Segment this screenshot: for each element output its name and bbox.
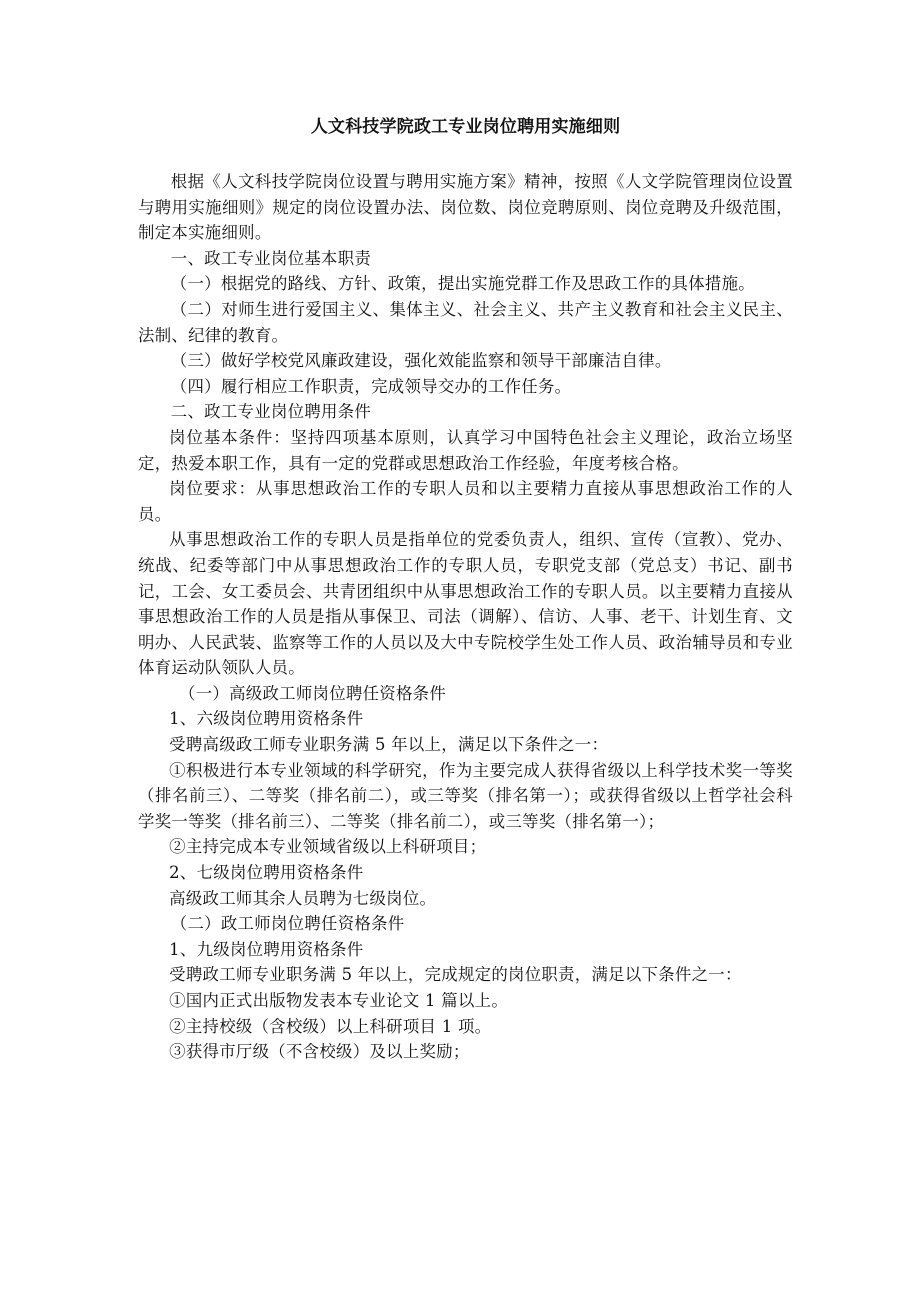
list-item-level-9-3: ③获得市厅级（不含校级）及以上奖励； <box>169 1042 470 1062</box>
heading-section-1: 一、政工专业岗位基本职责 <box>170 248 372 268</box>
paragraph-level-7: 高级政工师其余人员聘为七级岗位。 <box>169 888 437 908</box>
paragraph-definition: 从事思想政治工作的专职人员是指单位的党委负责人，组织、宣传（宣教）、党办、统战、纪委等部门中从事思想政治工作的专职人员，专职党支部（党总支）书记、副书记，工会、女工委员会、共青团组织中从事思想政治工作的专职人员。以主要精力直接从事思想政治工作的人员是指从事保卫、司法（调解）、信访、人事、老干、计划生育、文明办、人民武装、监察等工作的人员以及大中专院校学生处工作人员、政治辅导员和专业体育运动队领队人员。 <box>138 530 793 678</box>
list-item-level-6-2: ②主持完成本专业领域省级以上科研项目； <box>169 837 487 857</box>
paragraph-requirements: 岗位要求：从事思想政治工作的专职人员和以主要精力直接从事思想政治工作的人员。 <box>138 479 793 524</box>
document-title: 人文科技学院政工专业岗位聘用实施细则 <box>310 117 621 137</box>
list-item-level-9-1: ①国内正式出版物发表本专业论文 1 篇以上。 <box>169 991 509 1010</box>
paragraph-level-6-condition: 受聘高级政工师专业职务满 5 年以上，满足以下条件之一： <box>169 735 609 755</box>
heading-level-6: 1、六级岗位聘用资格条件 <box>169 709 364 729</box>
paragraph-basic-conditions: 岗位基本条件：坚持四项基本原则，认真学习中国特色社会主义理论，政治立场坚定，热爱本职工作，具有一定的党群或思想政治工作经验，年度考核合格。 <box>138 427 793 473</box>
heading-level-7: 2、七级岗位聘用资格条件 <box>169 863 364 883</box>
document-body <box>138 169 793 1065</box>
heading-level-9: 1、九级岗位聘用资格条件 <box>169 939 364 959</box>
heading-officer-qualification: （二）政工师岗位聘任资格条件 <box>170 914 405 934</box>
list-item-duty-2: （二）对师生进行爱国主义、集体主义、社会主义、共产主义教育和社会主义民主、法制、纪律的教育。 <box>138 299 793 345</box>
list-item-duty-4: （四）履行相应工作职责，完成领导交办的工作任务。 <box>170 376 572 396</box>
paragraph-intro: 根据《人文科技学院岗位设置与聘用实施方案》精神，按照《人文学院管理岗位设置与聘用实施细则》规定的岗位设置办法、岗位数、岗位竞聘原则、岗位竞聘及升级范围，制定本实施细则。 <box>138 172 793 243</box>
list-item-duty-1: （一）根据党的路线、方针、政策，提出实施党群工作及思政工作的具体措施。 <box>170 274 755 294</box>
document-page <box>138 112 793 1065</box>
list-item-level-9-2: ②主持校级（含校级）以上科研项目 1 项。 <box>169 1016 492 1036</box>
list-item-level-6-1: ①积极进行本专业领域的科学研究，作为主要完成人获得省级以上科学技术奖一等奖（排名前三）、二等奖（排名前二），或三等奖（排名第一）；或获得省级以上哲学社会科学奖一等奖（排名前三）、二等奖（排名前二），或三等奖（排名第一）； <box>138 760 793 831</box>
paragraph-level-9-condition: 受聘政工师专业职务满 5 年以上，完成规定的岗位职责，满足以下条件之一： <box>169 965 742 985</box>
list-item-duty-3: （三）做好学校党风廉政建设，强化效能监察和领导干部廉洁自律。 <box>170 351 672 371</box>
heading-section-2: 二、政工专业岗位聘用条件 <box>170 402 372 422</box>
heading-senior-qualification: （一）高级政工师岗位聘任资格条件 <box>179 683 447 703</box>
